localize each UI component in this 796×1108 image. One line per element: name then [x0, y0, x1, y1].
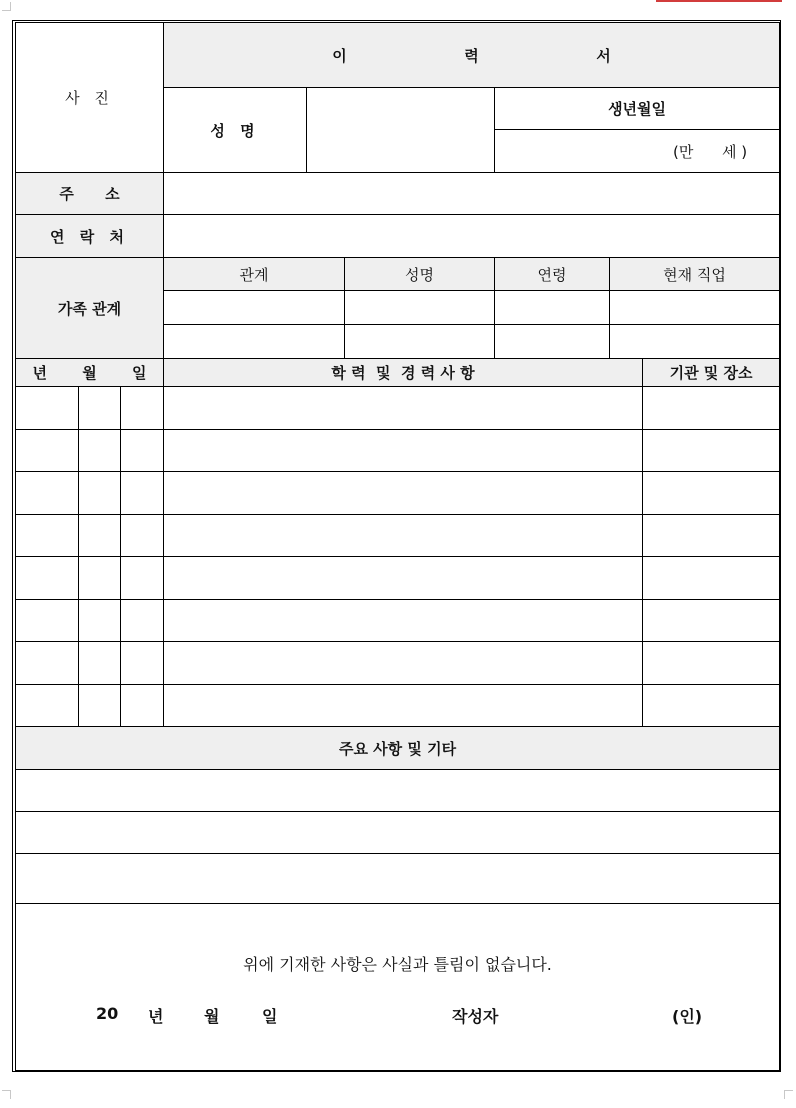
- page-corner-tl: [2, 2, 11, 11]
- family-header-age: 연령: [495, 258, 610, 291]
- contact-field[interactable]: [164, 215, 780, 258]
- place-cell[interactable]: [643, 387, 780, 430]
- author-label: 작성자: [452, 1007, 499, 1026]
- year-cell[interactable]: [16, 515, 79, 557]
- month-cell[interactable]: [79, 430, 121, 472]
- place-cell[interactable]: [643, 600, 780, 642]
- year-label: 년: [148, 1007, 164, 1026]
- day-cell[interactable]: [121, 515, 164, 557]
- place-header: 기관 및 장소: [643, 359, 780, 387]
- year-cell[interactable]: [16, 600, 79, 642]
- declaration-text: 위에 기재한 사항은 사실과 틀림이 없습니다.: [243, 955, 552, 974]
- family-relation-field[interactable]: [164, 325, 345, 359]
- history-cell[interactable]: [164, 387, 643, 430]
- family-age-field[interactable]: [495, 325, 610, 359]
- month-cell[interactable]: [79, 642, 121, 685]
- month-cell[interactable]: [79, 515, 121, 557]
- year-cell[interactable]: [16, 430, 79, 472]
- family-header-relation: 관계: [164, 258, 345, 291]
- history-cell[interactable]: [164, 430, 643, 472]
- signature-row: [16, 1004, 779, 1026]
- year-prefix: 20: [96, 1004, 119, 1023]
- history-row: [16, 642, 780, 685]
- place-cell[interactable]: [643, 557, 780, 600]
- family-name-field[interactable]: [345, 325, 495, 359]
- history-header: 학 력 및 경 력 사 항: [164, 359, 643, 387]
- history-cell[interactable]: [164, 472, 643, 515]
- history-cell[interactable]: [164, 642, 643, 685]
- history-row: [16, 515, 780, 557]
- family-age-field[interactable]: [495, 291, 610, 325]
- photo-box[interactable]: [16, 23, 164, 173]
- family-job-field[interactable]: [610, 291, 780, 325]
- day-label: 일: [262, 1007, 278, 1026]
- history-cell[interactable]: [164, 515, 643, 557]
- month-cell[interactable]: [79, 472, 121, 515]
- year-cell[interactable]: [16, 685, 79, 727]
- age-field[interactable]: (만 세 ): [495, 130, 780, 173]
- address-label: 주 소: [16, 173, 164, 215]
- history-row: [16, 472, 780, 515]
- signature-section: [16, 904, 780, 1071]
- month-label: 월: [204, 1007, 220, 1026]
- page-corner-bl: [2, 1090, 11, 1099]
- history-row: [16, 600, 780, 642]
- name-field[interactable]: [307, 88, 495, 173]
- seal-label[interactable]: (인): [672, 1007, 703, 1026]
- family-relation-field[interactable]: [164, 291, 345, 325]
- family-job-field[interactable]: [610, 325, 780, 359]
- notes-header: 주요 사항 및 기타: [16, 727, 780, 770]
- family-header-name: 성명: [345, 258, 495, 291]
- page-corner-br: [784, 1090, 793, 1099]
- month-cell[interactable]: [79, 600, 121, 642]
- family-name-field[interactable]: [345, 291, 495, 325]
- year-cell[interactable]: [16, 557, 79, 600]
- title-char-3: 서: [596, 46, 611, 65]
- history-row: [16, 557, 780, 600]
- history-row: [16, 430, 780, 472]
- day-cell[interactable]: [121, 387, 164, 430]
- year-header: 년: [32, 364, 48, 382]
- history-row: [16, 685, 780, 727]
- day-cell[interactable]: [121, 557, 164, 600]
- day-cell[interactable]: [121, 472, 164, 515]
- resume-form: [15, 22, 780, 1071]
- date-header: [16, 359, 164, 387]
- document-title: [164, 23, 780, 88]
- place-cell[interactable]: [643, 430, 780, 472]
- title-char-2: 력: [464, 46, 479, 65]
- day-cell[interactable]: [121, 685, 164, 727]
- address-field[interactable]: [164, 173, 780, 215]
- family-label: 가족 관계: [16, 258, 164, 359]
- place-cell[interactable]: [643, 472, 780, 515]
- name-label: 성 명: [164, 88, 307, 173]
- notes-row[interactable]: [16, 812, 780, 854]
- month-header: 월: [82, 364, 97, 382]
- place-cell[interactable]: [643, 685, 780, 727]
- day-cell[interactable]: [121, 600, 164, 642]
- notes-row[interactable]: [16, 854, 780, 904]
- place-cell[interactable]: [643, 642, 780, 685]
- family-header-job: 현재 직업: [610, 258, 780, 291]
- year-cell[interactable]: [16, 642, 79, 685]
- history-row: [16, 387, 780, 430]
- year-cell[interactable]: [16, 472, 79, 515]
- history-cell[interactable]: [164, 600, 643, 642]
- day-header: 일: [131, 364, 147, 382]
- history-cell[interactable]: [164, 557, 643, 600]
- contact-label: 연 락 처: [16, 215, 164, 258]
- birth-label: 생년월일: [495, 88, 780, 130]
- photo-label: 사 진: [65, 89, 114, 107]
- notes-row[interactable]: [16, 770, 780, 812]
- year-cell[interactable]: [16, 387, 79, 430]
- month-cell[interactable]: [79, 557, 121, 600]
- history-cell[interactable]: [164, 685, 643, 727]
- day-cell[interactable]: [121, 430, 164, 472]
- title-char-1: 이: [332, 46, 347, 65]
- month-cell[interactable]: [79, 387, 121, 430]
- day-cell[interactable]: [121, 642, 164, 685]
- place-cell[interactable]: [643, 515, 780, 557]
- selection-indicator: [656, 0, 782, 2]
- month-cell[interactable]: [79, 685, 121, 727]
